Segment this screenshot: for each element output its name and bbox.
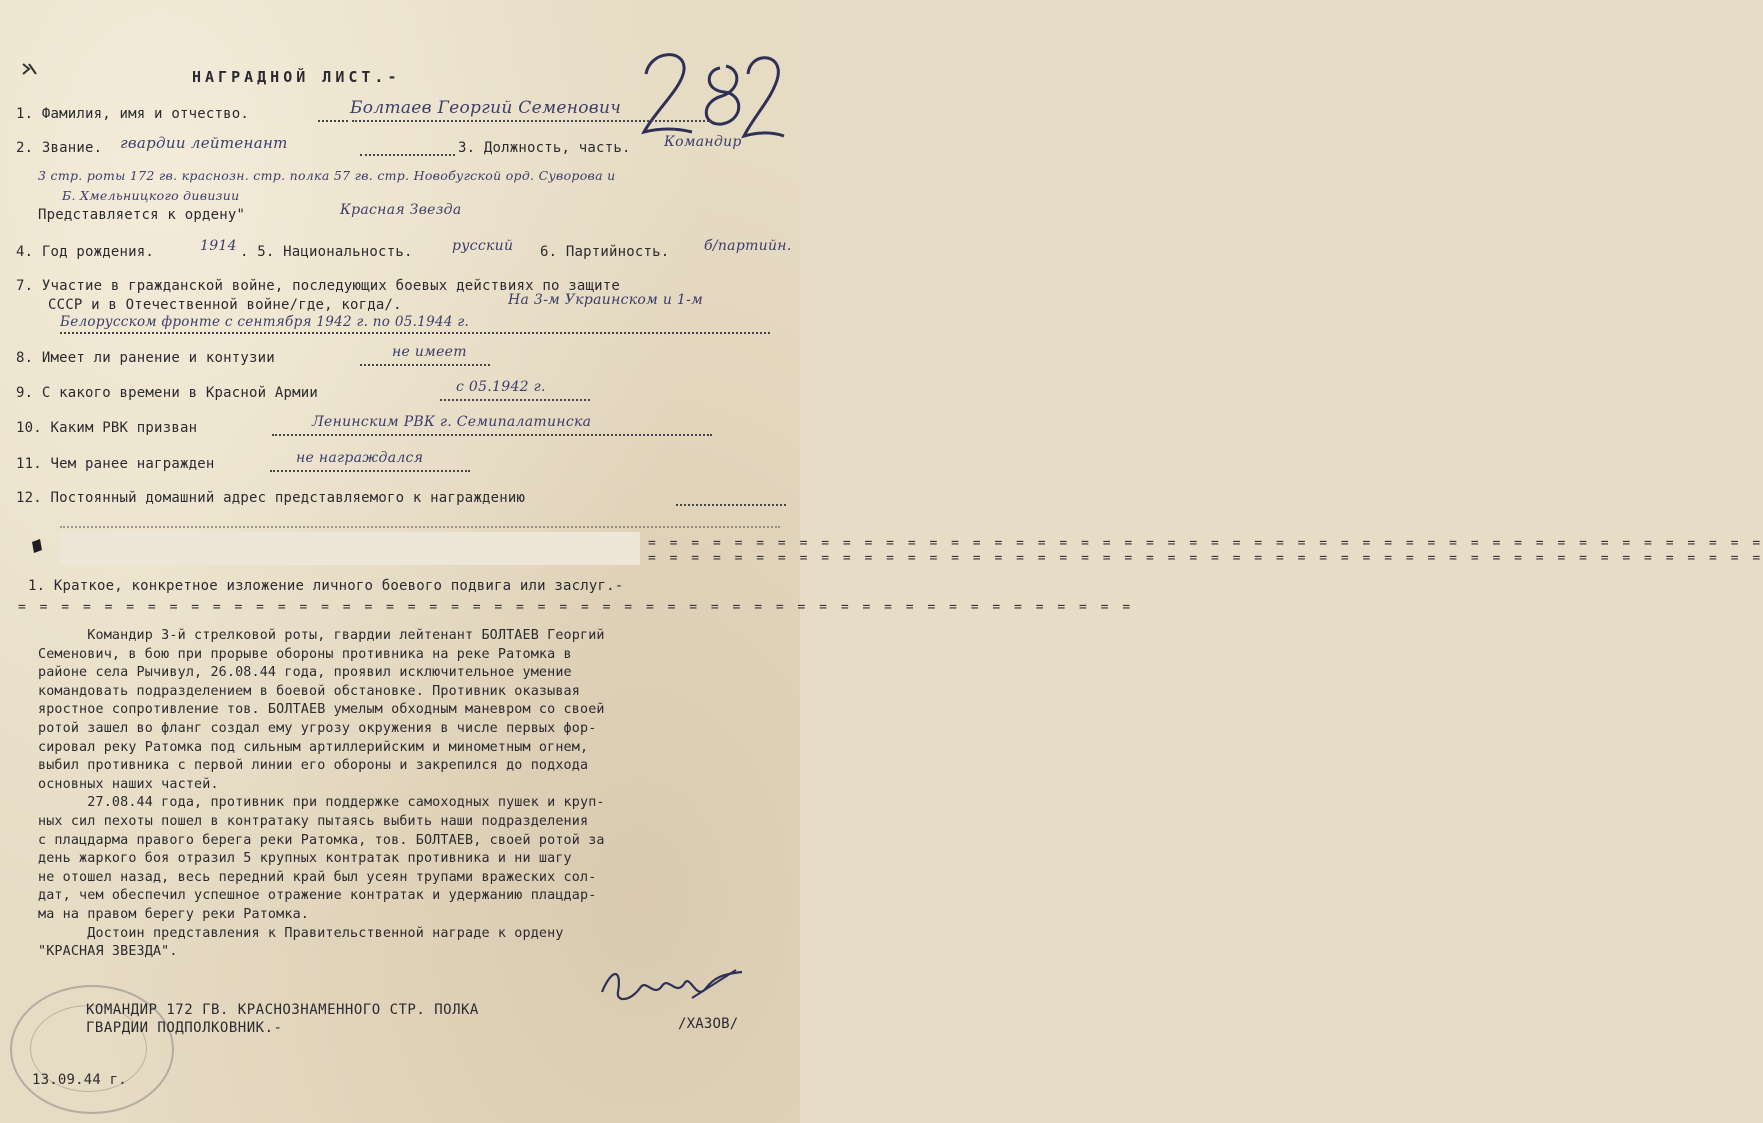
field-7-line-1: 7. Участие в гражданской войне, последующих боевых действиях по защите xyxy=(16,278,621,294)
body-line: ротой зашел во фланг создал ему угрозу окружения в числе первых фор- xyxy=(38,721,597,736)
field-4-value: 1914 xyxy=(200,238,237,254)
body-line: Достоин представления к Правительственной награде к ордену xyxy=(38,925,564,941)
dotted-leader xyxy=(270,470,470,472)
dotted-leader xyxy=(360,154,455,156)
signature-line-1: КОМАНДИР 172 ГВ. КРАСНОЗНАМЕННОГО СТР. ПОЛКА xyxy=(86,1002,479,1018)
dotted-leader xyxy=(360,364,490,366)
equals-row-short: = = = = = = = = = = = = = = = = = = = = = = = = = = = = = = = = = = = = = = = = = = = = = = = = = = = = xyxy=(648,536,1763,551)
document-title: НАГРАДНОЙ ЛИСТ.- xyxy=(192,68,401,86)
field-10-value: Ленинским РВК г. Семипалатинска xyxy=(312,414,592,430)
equals-row-short: = = = = = = = = = = = = = = = = = = = = = = = = = = = = = = = = = = = = = = = = = = = = = = = = = = = = xyxy=(648,551,1763,566)
field-4-label: 4. Год рождения. xyxy=(16,244,155,260)
dotted-leader xyxy=(440,399,590,401)
redacted-address xyxy=(60,532,640,565)
dotted-leader xyxy=(352,120,712,122)
field-3-continuation-1: 3 стр. роты 172 гв. краснозн. стр. полка 57 гв. стр. Новобугской орд. Суворова и xyxy=(38,168,616,183)
field-5-label: . 5. Национальность. xyxy=(240,244,413,260)
field-9-value: с 05.1942 г. xyxy=(456,379,546,395)
field-3-label: 3. Должность, часть. xyxy=(458,140,631,156)
field-12-label: 12. Постоянный домашний адрес представляемого к награждению xyxy=(16,490,526,506)
field-10-label: 10. Каким РВК призван xyxy=(16,420,198,436)
field-8-label: 8. Имеет ли ранение и контузии xyxy=(16,350,275,366)
field-3-continuation-2: Б. Хмельницкого дивизии xyxy=(62,188,240,203)
dotted-leader xyxy=(318,120,348,122)
body-line: выбил противника с первой линии его обороны и закрепился до подхода xyxy=(38,758,589,774)
body-line: "КРАСНАЯ ЗВЕЗДА". xyxy=(38,944,178,960)
field-2-value: гвардии лейтенант xyxy=(120,134,288,152)
field-1-label: 1. Фамилия, имя и отчество. xyxy=(16,106,249,122)
document-date: 13.09.44 г. xyxy=(32,1072,127,1088)
equals-row: = = = = = = = = = = = = = = = = = = = = = = = = = = = = = = = = = = = = = = = = = = = = = = = = = = = = xyxy=(18,600,1134,615)
body-line: командовать подразделением в боевой обстановке. Противник оказывая xyxy=(38,683,580,699)
body-line: Командир 3-й стрелковой роты, гвардии лейтенант БОЛТАЕВ Георгий xyxy=(38,628,605,643)
dotted-leader xyxy=(60,526,780,528)
field-9-label: 9. С какого времени в Красной Армии xyxy=(16,385,319,401)
body-line: не отошел назад, весь передний край был усеян трупами вражеских сол- xyxy=(38,869,597,885)
presented-label: Представляется к ордену" xyxy=(38,207,246,223)
body-line: день жаркого боя отразил 5 крупных контратак противника и ни шагу xyxy=(38,851,572,867)
field-1-value: Болтаев Георгий Семенович xyxy=(350,98,622,118)
body-line: 27.08.44 года, противник при поддержке самоходных пушек и круп- xyxy=(38,795,605,811)
ink-blot-icon xyxy=(30,538,44,554)
field-2-label: 2. Звание. xyxy=(16,140,103,156)
body-line: дат, чем обеспечил успешное отражение контратак и удержанию плацдар- xyxy=(38,888,597,904)
field-6-value: б/партийн. xyxy=(704,238,792,254)
field-7-value-1: На 3-м Украинском и 1-м xyxy=(508,292,704,308)
body-line: сировал реку Ратомка под сильным артиллерийским и минометным огнем, xyxy=(38,739,589,755)
body-line: Семенович, в бою при прорыве обороны противника на реке Ратомка в xyxy=(38,646,572,662)
handwritten-signature xyxy=(596,962,746,1012)
dotted-leader xyxy=(272,434,712,436)
body-line: яростное сопротивление тов. БОЛТАЕВ умелым обходным маневром со своей xyxy=(38,702,605,718)
dotted-leader xyxy=(60,332,770,334)
body-line: ных сил пехоты пошел в контратаку пытаясь выбить наши подразделения xyxy=(38,814,589,829)
body-line: ма на правом берегу реки Ратомка. xyxy=(38,907,309,922)
field-11-label: 11. Чем ранее награжден xyxy=(16,456,215,472)
field-3-value: Командир xyxy=(664,134,742,150)
signature-line-2: ГВАРДИИ ПОДПОЛКОВНИК.- xyxy=(86,1020,283,1036)
field-11-value: не награждался xyxy=(296,450,424,466)
dotted-leader xyxy=(676,504,786,506)
body-line: с плацдарма правого берега реки Ратомка, тов. БОЛТАЕВ, своей ротой за xyxy=(38,832,605,848)
field-5-value: русский xyxy=(452,238,514,254)
field-7-line-2: СССР и в Отечественной войне/где, когда/. xyxy=(48,297,402,313)
body-line: основных наших частей. xyxy=(38,776,219,792)
field-6-label: 6. Партийность. xyxy=(540,244,670,260)
body-line: районе села Рычивул, 26.08.44 года, проявил исключительное умение xyxy=(38,665,572,681)
field-7-value-2: Белорусском фронте с сентября 1942 г. по 05.1944 г. xyxy=(60,314,470,330)
corner-mark-icon xyxy=(22,62,38,76)
field-8-value: не имеет xyxy=(392,344,467,360)
section-header: 1. Краткое, конкретное изложение личного боевого подвига или заслуг.- xyxy=(28,578,624,594)
presented-value: Красная Звезда xyxy=(340,202,462,218)
signature-name: /ХАЗОВ/ xyxy=(678,1016,739,1032)
handwritten-number-282 xyxy=(636,40,786,145)
